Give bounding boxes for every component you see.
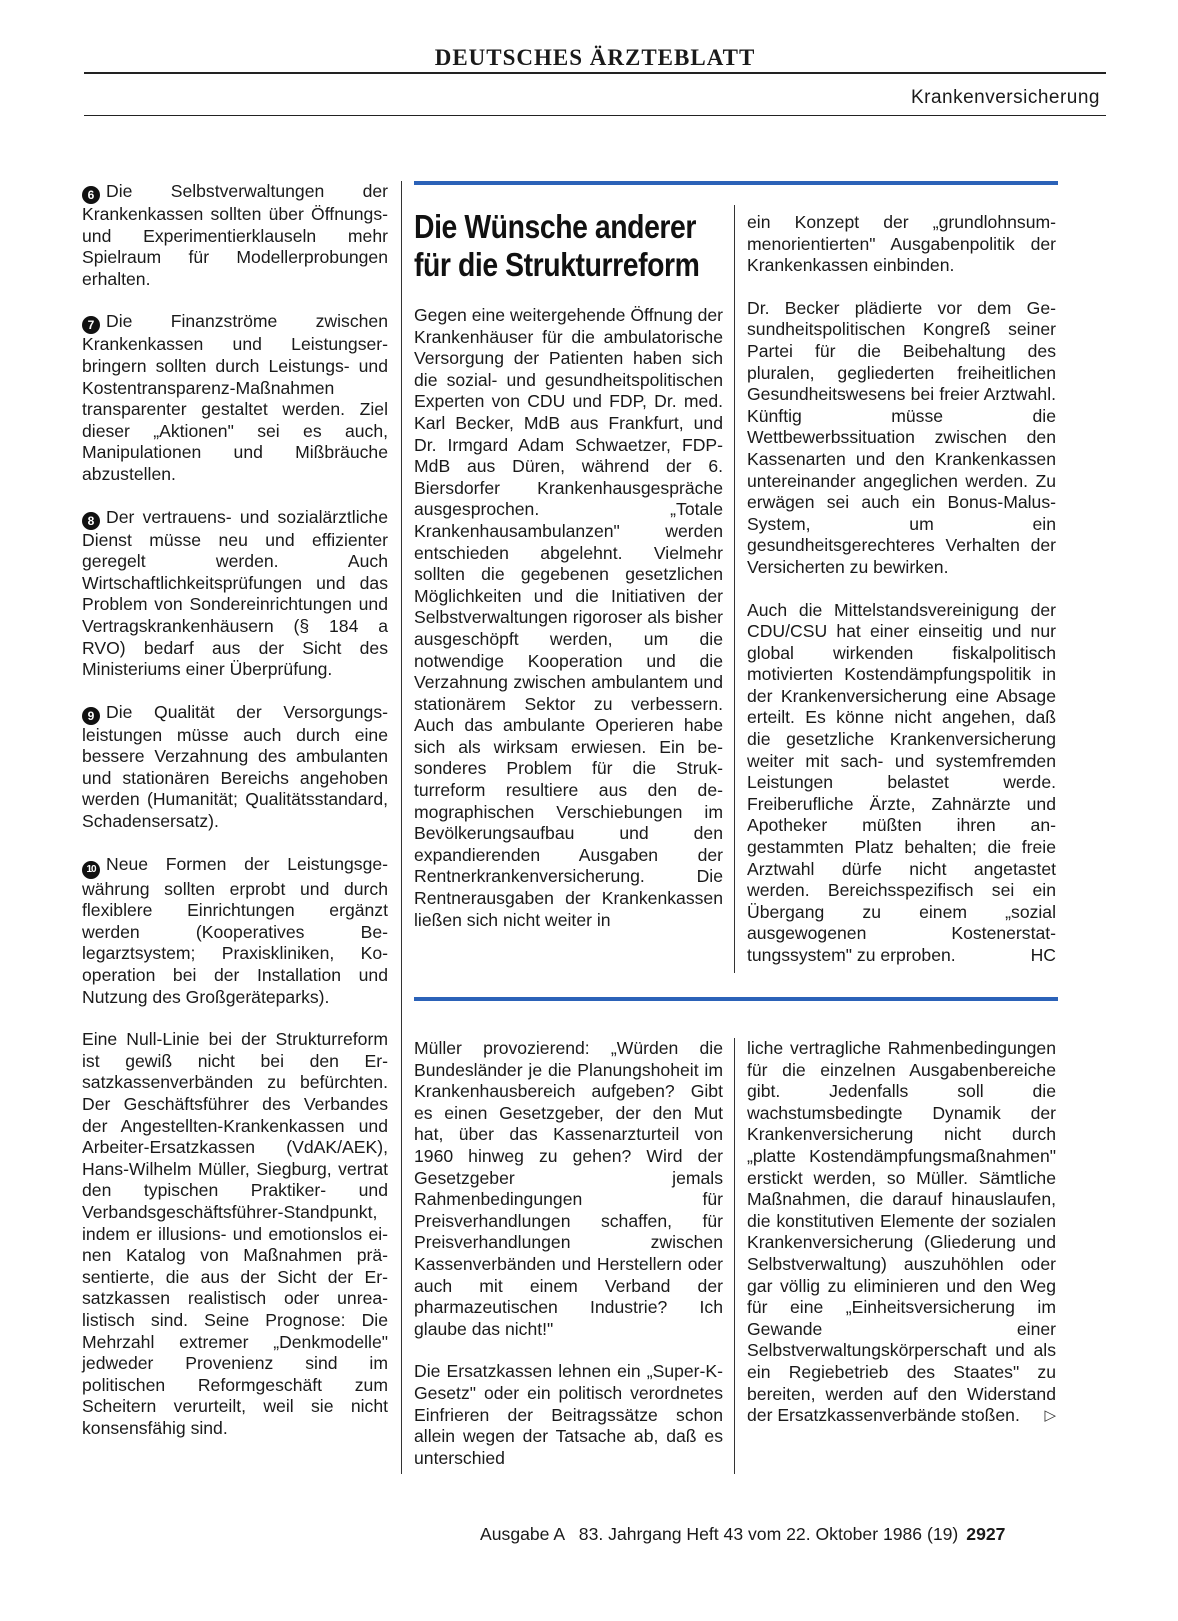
issue-info: Ausgabe A 83. Jahrgang Heft 43 vom 22. Oktober 1986 (19) (480, 1524, 959, 1544)
author-signature: HC (1030, 945, 1056, 965)
ersatzkassen-paragraph: Die Ersatzkassen lehnen ein „Super-K-Gesetz" oder ein politisch verordnetes Einfrieren der Beitragssätze schon allein wegen der Tatsache ab, daß es unterschied (414, 1361, 723, 1468)
number-9-icon: 9 (82, 707, 100, 725)
bottom-middle-column (414, 1038, 723, 1469)
number-7-icon: 7 (82, 316, 100, 334)
left-column (82, 181, 388, 1440)
box-middle-column (414, 305, 723, 931)
number-10-icon: 10 (82, 861, 100, 879)
column-divider-left (401, 181, 402, 1474)
journal-title: DEUTSCHES ÄRZTEBLATT (434, 45, 756, 70)
headline-line-1: Die Wünsche anderer (414, 208, 697, 245)
column-divider-right (734, 205, 735, 973)
bottom-right-column (747, 1038, 1056, 1427)
headline-line-2: für die Strukturreform (414, 246, 700, 283)
box-bottom-rule (414, 997, 1058, 1001)
quote-paragraph: Müller provozierend: „Würden die Bundesländer je die Planungshoheit im Krankenhausbereich aufgeben? Gibt es einen Gesetzgeber, der den Mut hat, über das Kassenarzturteil von 1960 hinweg zu gehen? Wird der Gesetzgeber jemals Rahmenbedingungen für Preisverhandlungen schaffen, für Preisverhandlungen zwischen Kassenverbänden und Herstellern oder auch mit einem Verband der pharmazeutischen Industrie? Ich glaube das nicht!" (414, 1038, 723, 1339)
list-item-6: 6 Die Selbstverwaltungen der Krankenkassen sollten über Öffnungs- und Experimentierklauseln mehr Spielraum für Modellerprobungen erhalten. (82, 181, 388, 289)
page-number: 2927 (966, 1524, 1006, 1544)
number-6-icon: 6 (82, 186, 100, 204)
list-item-10: 10 Neue Formen der Leistungsgewährung sollten erprobt und durch flexiblere Einrichtungen ergänzt werden (Kooperatives Belegarztsystem; Praxiskliniken, Kooperation bei der Installation und Nutzung des Großgeräteparks). (82, 853, 388, 1007)
section-label: Krankenversicherung (910, 87, 1100, 108)
list-item-9: 9 Die Qualität der Versorgungsleistungen müsse auch durch eine bessere Verzahnung des ambulanten und stationären Bereichs angehoben werden (Humanität; Qualitätsstandard, Schadensersatz). (82, 701, 388, 832)
page-footer (480, 1524, 1005, 1545)
box-top-rule (414, 181, 1058, 185)
box-middle-text: Gegen eine weitergehende Öffnung der Krankenhäuser für die ambulatorische Versorgung der Patienten haben sich die sozial- und gesundheitspolitischen Experten von CDU und FDP, Dr. med. Karl Becker, MdB aus Frankfurt, und Dr. Irmgard Adam Schwaetzer, FDP-MdB aus Düren, während der 6. Biersdorfer Krankenhausgespräche ausgesprochen. „Totale Krankenhausambulanzen" werden entschieden abgelehnt. Vielmehr sollten die gegebenen gesetzlichen Möglichkeiten und die Initiativen der Selbstverwaltungen rigoroser als bisher ausgeschöpft werden, um die notwendige Kooperation und die Verzahnung zwischen ambulantem und stationärem Sektor zu verbessern. Auch das ambulante Operieren habe sich als wirksam erwiesen. Ein besonderes Problem für die Strukturreform resultiere aus den demographischen Verschiebungen im Bevölkerungsaufbau und den expandierenden Ausgaben der Rentnerkrankenversicherung. Die Rentnerausgaben der Krankenkassen ließen sich nicht weiter in (414, 305, 723, 930)
bottom-right-paragraph: liche vertragliche Rahmenbedingungen für die einzelnen Ausgabenbereiche gibt. Jedenfalls soll die wachstumsbedingte Dynamik der Krankenversicherung nicht durch „platte Kostendämpfungsmaßnahmen" erstickt werden, so Müller. Sämtliche Maßnahmen, die darauf hinauslaufen, die konstitutiven Elemente der sozialen Krankenversicherung (Gliederung und Selbstverwaltung) auszuhöhlen oder gar völlig zu eliminieren und den Weg für eine „Einheitsversicherung im Gewande einer Selbstverwaltungskörperschaft und als ein Regiebetrieb des Staates" zu bereiten, werden auf den Widerstand der Ersatzkassenverbände stoßen. ▷ (747, 1038, 1056, 1426)
journal-masthead (84, 44, 1106, 74)
column-divider-lower-right (734, 1038, 735, 1474)
list-item-7: 7 Die Finanzströme zwischen Krankenkassen und Leistungserbringern sollten durch Leistungs- und Kostentransparenz-Maßnahmen transparenter gestaltet werden. Ziel dieser „Aktionen" sei es auch, Manipulationen und Mißbräuche abzustellen. (82, 311, 388, 484)
box-right-paragraph-1: ein Konzept der „grundlohnsummenorientierten" Ausgabenpolitik der Krankenkassen einbinden. (747, 212, 1056, 276)
header-rule (84, 115, 1106, 116)
box-right-column (747, 212, 1056, 967)
box-headline (414, 208, 726, 284)
box-right-paragraph-3: Auch die Mittelstandsvereinigung der CDU/CSU hat einer einseitig und nur global wirkenden fiskalpolitisch motivierten Kostendämpfungspolitik in der Krankenversicherung eine Absage erteilt. Es könne nicht angehen, daß die gesetzliche Krankenversicherung weiter mit sach- und systemfremden Leistungen belastet werde. Freiberufliche Ärzte, Zahnärzte und Apotheker müßten ihren angestammten Platz behalten; die freie Arztwahl dürfe nicht angetastet werden. Bereichsspezifisch sei ein Übergang zu einem „sozial ausgewogenen Kostenerstattungssystem" zu erproben. HC (747, 599, 1056, 965)
number-8-icon: 8 (82, 512, 100, 530)
list-item-8: 8 Der vertrauens- und sozialärztliche Dienst müsse neu und effizienter geregelt werden. Auch Wirtschaftlichkeitsprüfungen und das Problem von Sondereinrichtungen und Vertragskrankenhäusern (§ 184 a RVO) bedarf aus der Sicht des Ministeriums einer Überprüfung. (82, 506, 388, 680)
continue-arrow-icon: ▷ (1044, 1407, 1056, 1425)
box-right-paragraph-2: Dr. Becker plädierte vor dem Gesundheitspolitischen Kongreß seiner Partei für die Beibehaltung des pluralen, gegliederten freiheitlichen Gesundheitswesens bei freier Arztwahl. Künftig müsse die Wettbewerbssituation zwischen den Kassenarten und den Krankenkassen untereinander angeglichen werden. Zu erwägen sei auch ein Bonus-Malus-System, um ein gesundheitsgerechteres Verhalten der Versicherten zu bewirken. (747, 297, 1056, 577)
left-paragraph: Eine Null-Linie bei der Strukturreform ist gewiß nicht bei den Ersatzkassenverbänden zu befürchten. Der Geschäftsführer des Verbandes der Angestellten-Krankenkassen und Arbeiter-Ersatzkassen (VdAK/AEK), Hans-Wilhelm Müller, Siegburg, vertrat den typischen Praktiker- und Verbandsgeschäftsführer-Standpunkt, indem er illusions- und emotionslos einen Katalog von Maßnahmen präsentierte, die aus der Sicht der Ersatzkassen realistisch oder unrealistisch sind. Seine Prognose: Die Mehrzahl extremer „Denkmodelle" jedweder Provenienz sind im politischen Reformgeschäft zum Scheitern verurteilt, weil sie nicht konsensfähig sind. (82, 1029, 388, 1438)
